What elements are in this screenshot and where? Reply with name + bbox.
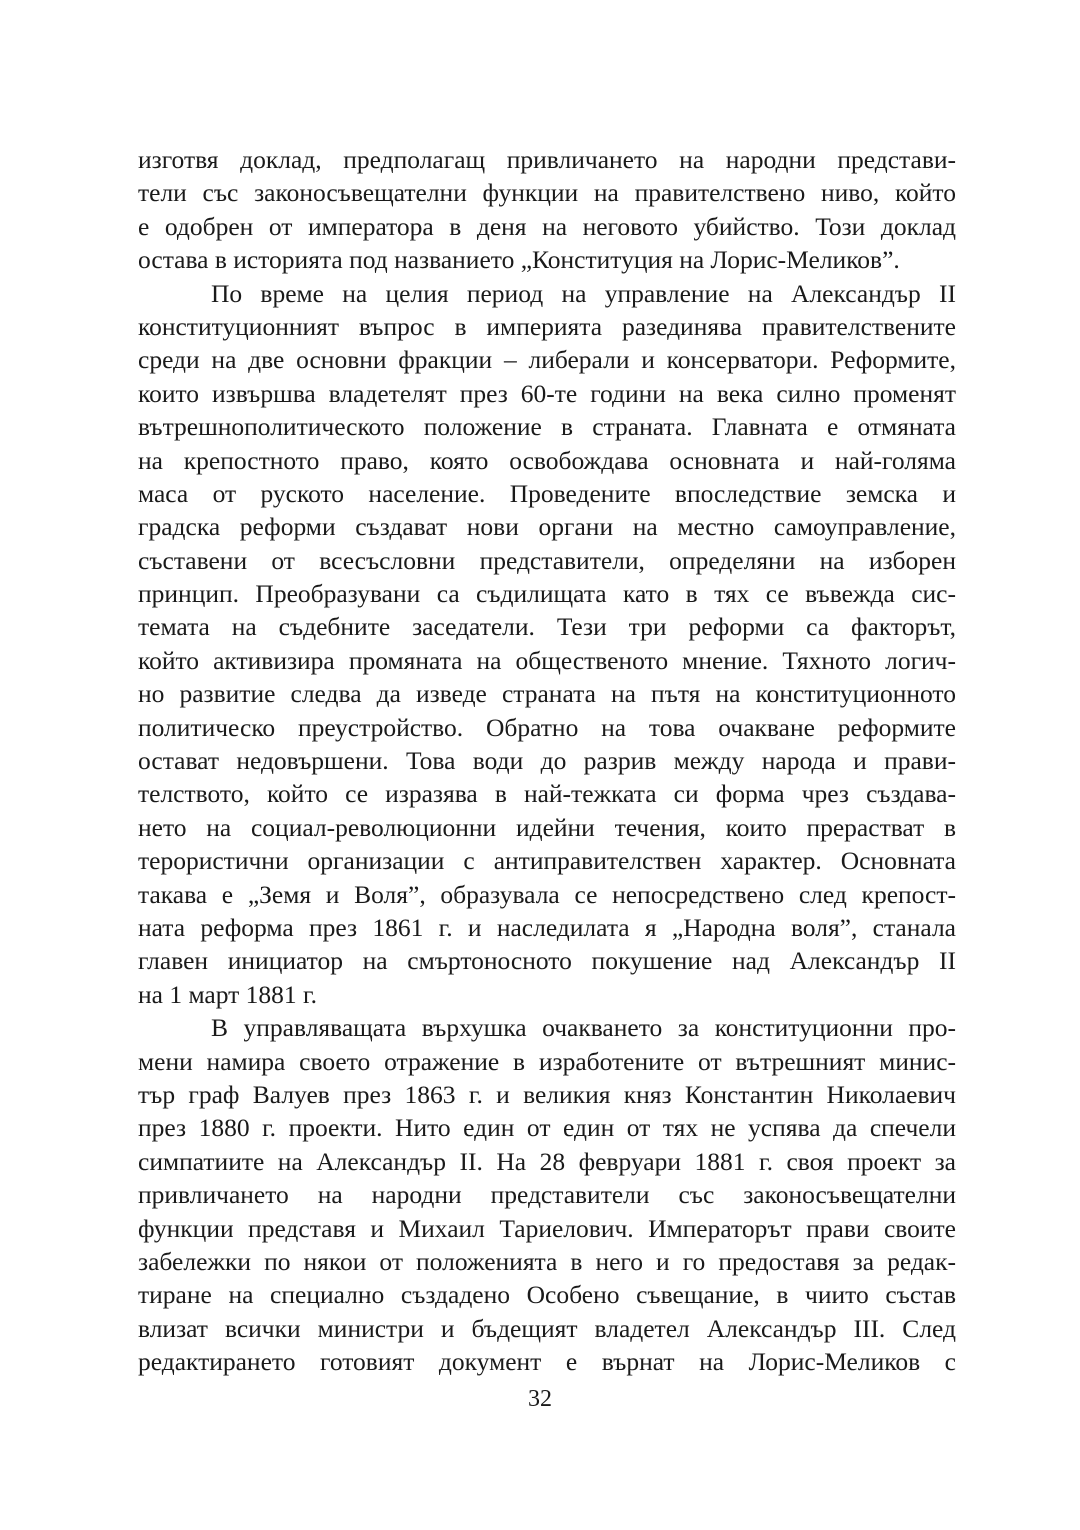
text-line: съставени от всесъсловни представители, определяни на изборен	[138, 545, 956, 575]
text-line: градска реформи създават нови органи на местно самоуправление,	[138, 512, 956, 542]
text-line: тиране на специално създадено Особено съвещание, в чиито състав	[138, 1280, 956, 1310]
paragraph	[138, 143, 956, 277]
text-line: телството, който се изразява в най-тежката си форма чрез създава-	[138, 779, 956, 809]
text-line: влизат всички министри и бъдещият владетел Александър III. След	[138, 1313, 956, 1343]
text-line: политическо преустройство. Обратно на това очакване реформите	[138, 712, 956, 742]
text-line: конституционният въпрос в империята разединява правителствените	[138, 311, 956, 341]
text-line: вътрешнополитическото положение в страната. Главната е отмяната	[138, 412, 956, 442]
body-text	[138, 143, 956, 1378]
text-line: По време на целия период на управление на Александър II	[211, 278, 956, 308]
text-line: редактирането готовият документ е върнат на Лорис-Меликов с	[138, 1347, 956, 1377]
text-line: тър граф Валуев през 1863 г. и великия княз Константин Николаевич	[138, 1079, 956, 1109]
paragraph	[138, 277, 956, 1012]
text-line: среди на две основни фракции – либерали и консерватори. Реформите,	[138, 345, 956, 375]
text-line: терористични организации с антиправителствен характер. Основната	[138, 846, 956, 876]
text-line: принцип. Преобразувани са съдилищата като в тях се въвежда сис-	[138, 579, 956, 609]
text-line: остават недовършени. Това води до разрив между народа и прави-	[138, 746, 956, 776]
text-line: изготвя доклад, предполагащ привличането на народни представи-	[138, 145, 956, 174]
text-line: темата на съдебните заседатели. Тези три реформи са факторът,	[138, 612, 956, 642]
text-line: функции представя и Михаил Тариелович. Императорът прави своите	[138, 1213, 956, 1243]
text-line: е одобрен от императора в деня на неговото убийство. Този доклад	[138, 211, 956, 241]
text-line: на крепостното право, която освобождава основната и най-голяма	[138, 445, 956, 475]
paragraph	[138, 1011, 956, 1378]
text-line: тели със законосъвещателни функции на правителствено ниво, който	[138, 178, 956, 208]
text-line: маса от руското население. Проведените впоследствие земска и	[138, 478, 956, 508]
text-line: но развитие следва да изведе страната на пътя на конституционното	[138, 679, 956, 709]
text-line: нето на социал-революционни идейни течения, които прерастват в	[138, 812, 956, 842]
page-number: 32	[528, 1386, 552, 1412]
text-line: ната реформа през 1861 г. и наследилата я „Народна воля”, станала	[138, 912, 956, 942]
text-line: които извършва владетелят през 60-те години на века силно променят	[138, 378, 956, 408]
text-line: привличането на народни представители със законосъвещателни	[138, 1180, 956, 1210]
text-line: симпатиите на Александър II. На 28 февруари 1881 г. своя проект за	[138, 1146, 956, 1176]
text-line: главен инициатор на смъртоносното покушение над Александър II	[138, 946, 956, 976]
text-line: забележки по някои от положенията в него и го предоставя за редак-	[138, 1246, 956, 1276]
text-line: такава е „Земя и Воля”, образувала се непосредствено след крепост-	[138, 879, 956, 909]
text-line: който активизира промяната на общественото мнение. Тяхното логич-	[138, 645, 956, 675]
text-line: В управляващата върхушка очакването за конституционни про-	[211, 1013, 956, 1043]
text-line: през 1880 г. проекти. Нито един от един от тях не успява да спечели	[138, 1113, 956, 1143]
text-line: на 1 март 1881 г.	[138, 979, 318, 1009]
text-line: остава в историята под названието „Конституция на Лорис-Меликов”.	[138, 245, 900, 275]
text-line: мени намира своето отражение в изработените от вътрешният минис-	[138, 1046, 956, 1076]
